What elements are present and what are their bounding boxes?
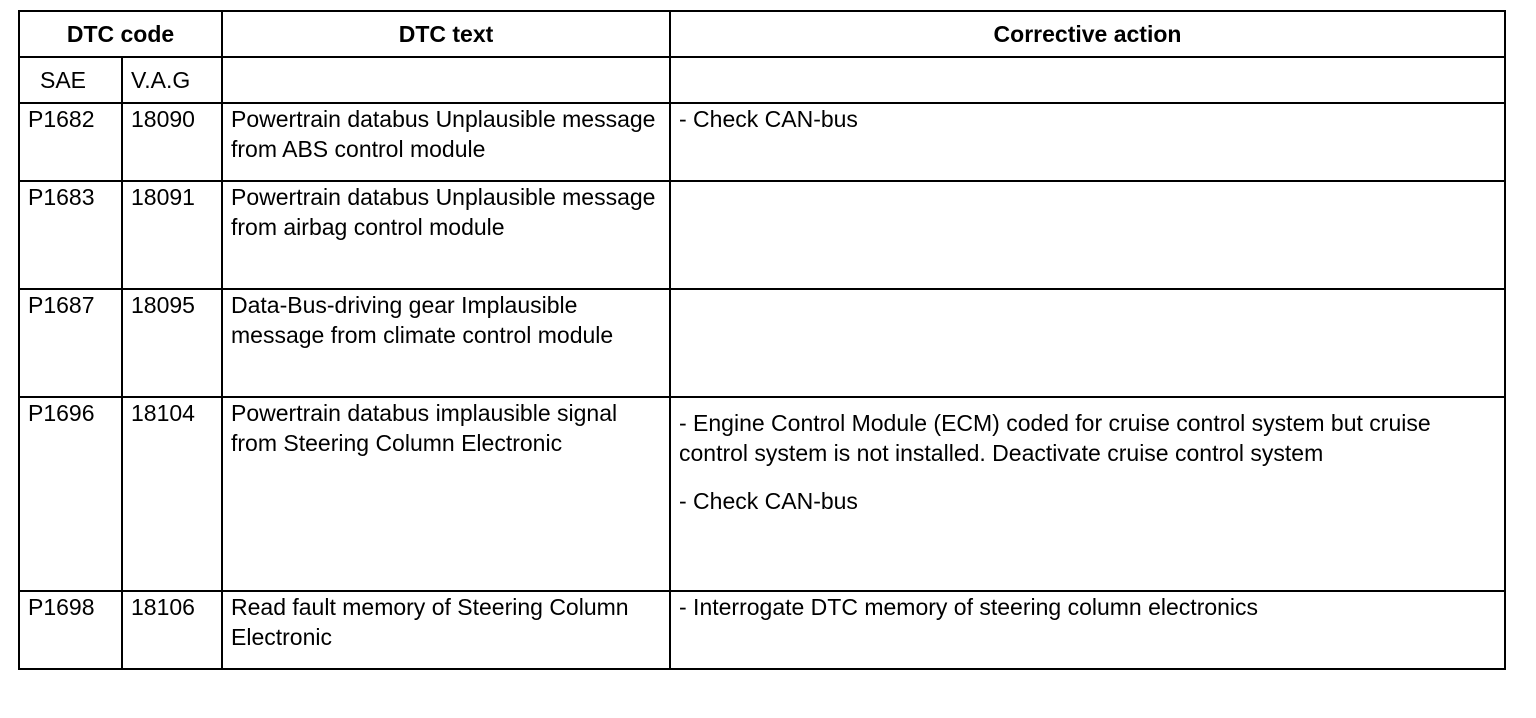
sae-code: P1687 (19, 289, 122, 397)
corrective-action (670, 591, 1505, 669)
vag-code: 18104 (122, 397, 222, 591)
action-item: - Check CAN-bus (679, 488, 858, 514)
subheader-empty-text (222, 57, 670, 103)
sae-code: P1696 (19, 397, 122, 591)
subheader-empty-action (670, 57, 1505, 103)
action-item: - Engine Control Module (ECM) coded for cruise control system but cruise control system is not installed. Deactivate cruise control system (679, 410, 1431, 466)
header-row (19, 11, 1505, 57)
dtc-text: Powertrain databus Unplausible message from ABS control module (222, 103, 670, 181)
sae-code: P1683 (19, 181, 122, 289)
corrective-action (670, 103, 1505, 181)
action-item: - Check CAN-bus (679, 106, 858, 132)
vag-code: 18091 (122, 181, 222, 289)
table-row (19, 397, 1505, 591)
dtc-text: Data-Bus-driving gear Implausible message from climate control module (222, 289, 670, 397)
dtc-text: Powertrain databus Unplausible message from airbag control module (222, 181, 670, 289)
subheader-row (19, 57, 1505, 103)
corrective-action (670, 397, 1505, 591)
subheader-sae: SAE (19, 57, 122, 103)
table-row (19, 103, 1505, 181)
subheader-vag: V.A.G (122, 57, 222, 103)
sae-code: P1682 (19, 103, 122, 181)
table-row (19, 591, 1505, 669)
sae-code: P1698 (19, 591, 122, 669)
dtc-text: Powertrain databus implausible signal from Steering Column Electronic (222, 397, 670, 591)
dtc-text: Read fault memory of Steering Column Electronic (222, 591, 670, 669)
corrective-action (670, 181, 1505, 289)
header-dtc-code: DTC code (19, 11, 222, 57)
header-corrective-action: Corrective action (670, 11, 1505, 57)
header-dtc-text: DTC text (222, 11, 670, 57)
dtc-table (18, 10, 1506, 670)
vag-code: 18090 (122, 103, 222, 181)
action-item: - Interrogate DTC memory of steering column electronics (679, 594, 1259, 620)
table-row (19, 289, 1505, 397)
table-row (19, 181, 1505, 289)
corrective-action (670, 289, 1505, 397)
vag-code: 18106 (122, 591, 222, 669)
vag-code: 18095 (122, 289, 222, 397)
